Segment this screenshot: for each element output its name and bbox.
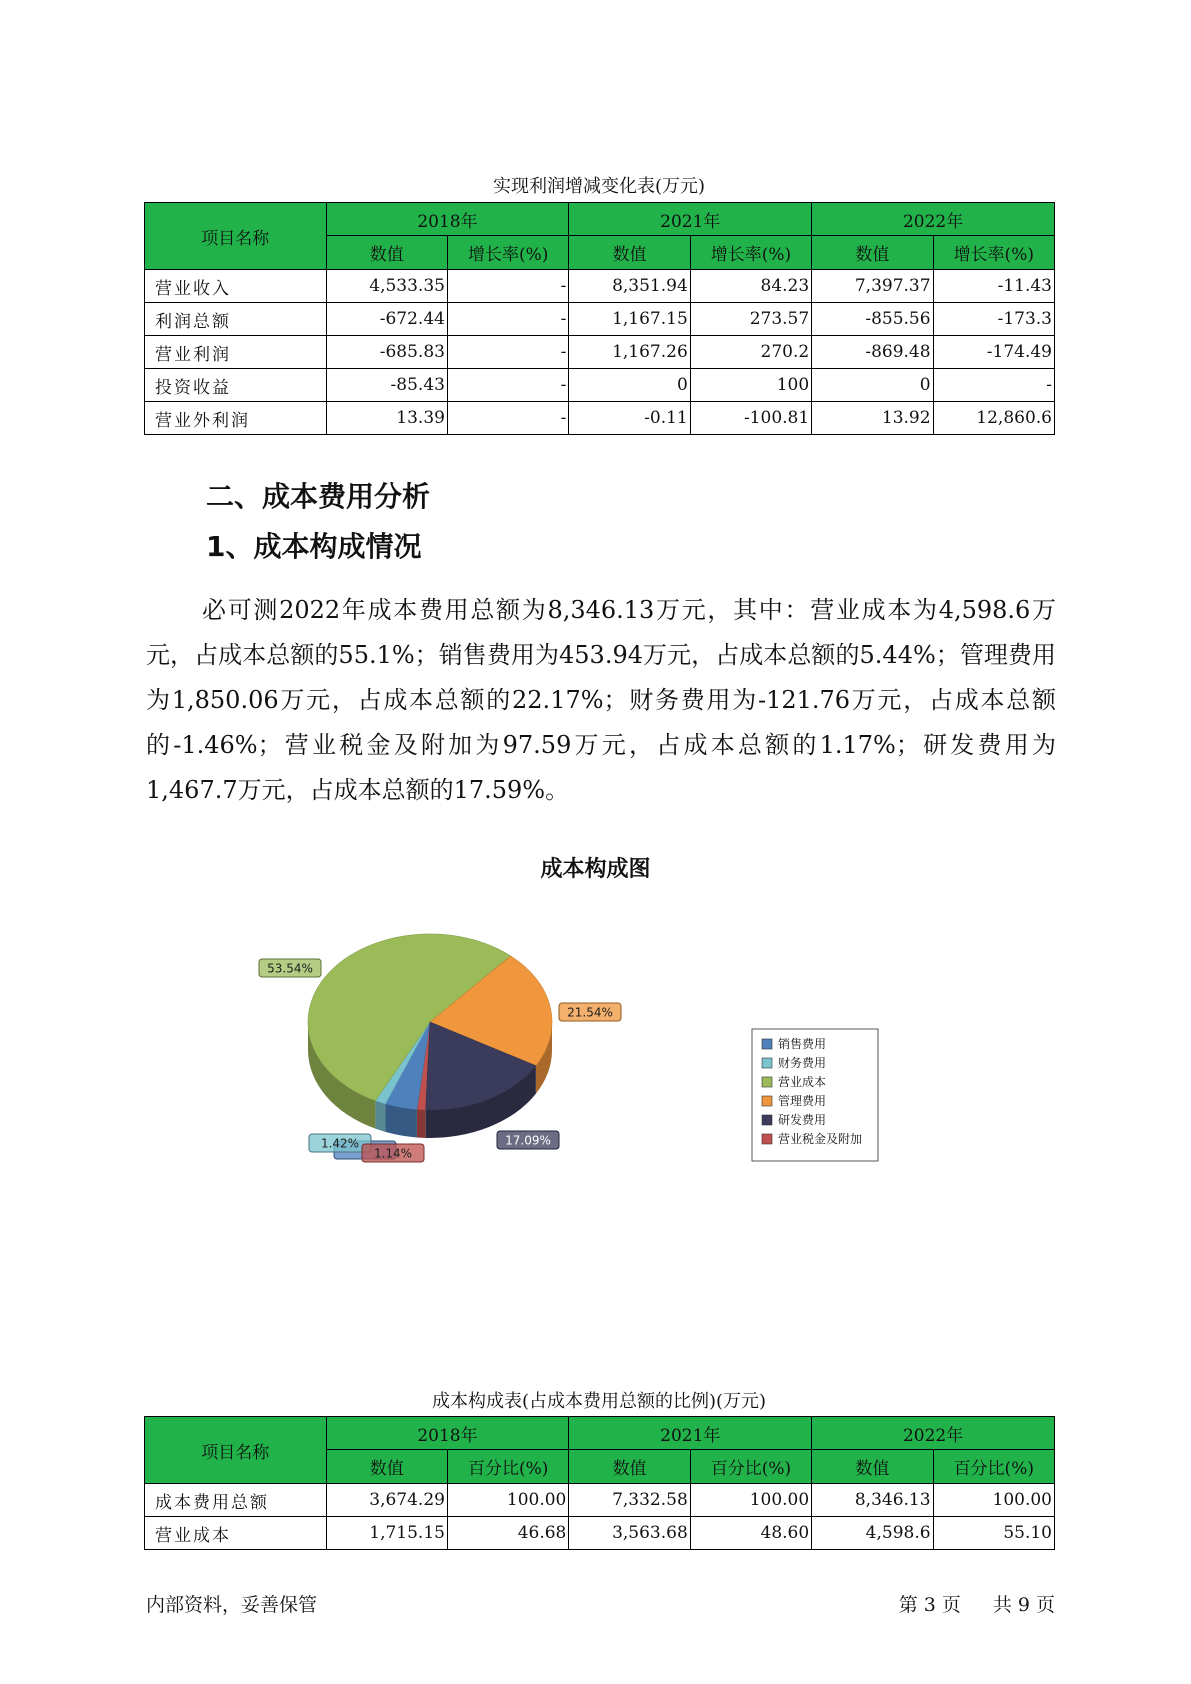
- footer-confidential: 内部资料，妥善保管: [146, 1594, 318, 1616]
- svg-text:21.54%: 21.54%: [567, 1005, 613, 1020]
- table-cell: 0: [812, 369, 933, 402]
- svg-text:53.54%: 53.54%: [267, 961, 313, 976]
- table-cell: 84.23: [690, 270, 811, 303]
- table-cell: -: [447, 336, 568, 369]
- table-cell: 8,346.13: [812, 1484, 933, 1517]
- table-cell: 7,397.37: [812, 270, 933, 303]
- table-cell: 46.68: [447, 1517, 568, 1550]
- svg-text:1.14%: 1.14%: [373, 1146, 413, 1161]
- svg-text:营业成本: 营业成本: [778, 1075, 827, 1089]
- header-pct: 百分比(%): [447, 1450, 568, 1484]
- table-row: [145, 1517, 1055, 1550]
- table-cell: -85.43: [326, 369, 447, 402]
- header-year-2021: 2021年: [569, 203, 812, 236]
- table-row: [145, 1484, 1055, 1517]
- table-cell: 3,674.29: [326, 1484, 447, 1517]
- table-cell: -672.44: [326, 303, 447, 336]
- svg-text:管理费用: 管理费用: [778, 1094, 827, 1108]
- table-cell: 8,351.94: [569, 270, 690, 303]
- header-value: 数值: [326, 236, 447, 270]
- table-cell: 13.39: [326, 402, 447, 435]
- pie-slice-side: [417, 1109, 426, 1137]
- row-label: 投资收益: [145, 369, 327, 402]
- row-label: 成本费用总额: [145, 1484, 327, 1517]
- svg-text:17.09%: 17.09%: [505, 1133, 551, 1148]
- table-cell: -869.48: [812, 336, 933, 369]
- table-cell: -685.83: [326, 336, 447, 369]
- footer-page-number: 第 3 页 共 9 页: [898, 1594, 1055, 1616]
- paragraph-text: 必可测2022年成本费用总额为8,346.13万元，其中：营业成本为4,598.6万元，占成本总额的55.1%；销售费用为453.94万元，占成本总额的5.44%；管理费用为1,850.06万元，占成本总额的22.17%；财务费用为-121.76万元，占成本总额的-1.46%；营业税金及附加为97.59万元，占成本总额的1.17%；研发费用为1,467.7万元，占成本总额的17.59%。: [146, 596, 1056, 804]
- table-cell: -100.81: [690, 402, 811, 435]
- table-cell: -0.11: [569, 402, 690, 435]
- table-cell: 4,598.6: [812, 1517, 933, 1550]
- header-value: 数值: [326, 1450, 447, 1484]
- profit-table-caption: 实现利润增减变化表(万元): [492, 176, 706, 197]
- table-cell: 1,715.15: [326, 1517, 447, 1550]
- svg-text:1.42%: 1.42%: [320, 1136, 360, 1151]
- table-cell: 100.00: [447, 1484, 568, 1517]
- cost-table-caption: 成本构成表(占成本费用总额的比例)(万元): [431, 1391, 767, 1412]
- table-cell: 3,563.68: [569, 1517, 690, 1550]
- header-year-2022: 2022年: [812, 203, 1055, 236]
- table-cell: -: [447, 303, 568, 336]
- table-cell: 4,533.35: [326, 270, 447, 303]
- svg-text:财务费用: 财务费用: [778, 1056, 827, 1070]
- header-item-name: 项目名称: [145, 203, 327, 270]
- table-cell: 12,860.6: [933, 402, 1054, 435]
- table-cell: 1,167.26: [569, 336, 690, 369]
- row-label: 营业外利润: [145, 402, 327, 435]
- header-value: 数值: [569, 236, 690, 270]
- pie-data-label: [259, 959, 321, 977]
- header-item-name: 项目名称: [145, 1417, 327, 1484]
- header-year-2021: 2021年: [569, 1417, 812, 1450]
- table-cell: 100.00: [690, 1484, 811, 1517]
- table-cell: -11.43: [933, 270, 1054, 303]
- table-cell: 7,332.58: [569, 1484, 690, 1517]
- table-cell: -: [447, 402, 568, 435]
- table-cell: 100.00: [933, 1484, 1054, 1517]
- header-year-2022: 2022年: [812, 1417, 1055, 1450]
- header-value: 数值: [812, 1450, 933, 1484]
- svg-text:营业税金及附加: 营业税金及附加: [778, 1132, 863, 1146]
- header-pct: 百分比(%): [933, 1450, 1054, 1484]
- header-pct: 百分比(%): [690, 1450, 811, 1484]
- table-cell: -173.3: [933, 303, 1054, 336]
- table-cell: -: [933, 369, 1054, 402]
- header-growth: 增长率(%): [690, 236, 811, 270]
- section-heading: 二、成本费用分析: [206, 480, 431, 513]
- cost-table: [144, 1416, 1055, 1550]
- pie-data-label: [362, 1144, 424, 1162]
- chart-title: 成本构成图: [540, 857, 651, 882]
- header-value: 数值: [569, 1450, 690, 1484]
- table-cell: 48.60: [690, 1517, 811, 1550]
- table-cell: 100: [690, 369, 811, 402]
- row-label: 利润总额: [145, 303, 327, 336]
- row-label: 营业成本: [145, 1517, 327, 1550]
- table-cell: -174.49: [933, 336, 1054, 369]
- table-cell: 55.10: [933, 1517, 1054, 1550]
- table-cell: -855.56: [812, 303, 933, 336]
- table-cell: 270.2: [690, 336, 811, 369]
- svg-text:销售费用: 销售费用: [778, 1037, 827, 1051]
- header-growth: 增长率(%): [447, 236, 568, 270]
- header-year-2018: 2018年: [326, 203, 569, 236]
- pie-data-label: [497, 1131, 559, 1149]
- header-value: 数值: [812, 236, 933, 270]
- row-label: 营业收入: [145, 270, 327, 303]
- table-cell: -: [447, 270, 568, 303]
- header-year-2018: 2018年: [326, 1417, 569, 1450]
- pie-slice-side: [375, 1101, 385, 1132]
- pie-data-label: [559, 1003, 621, 1021]
- svg-text:研发费用: 研发费用: [778, 1113, 827, 1127]
- row-label: 营业利润: [145, 336, 327, 369]
- table-cell: 1,167.15: [569, 303, 690, 336]
- table-cell: 0: [569, 369, 690, 402]
- chart-legend: [752, 1029, 878, 1161]
- table-cell: -: [447, 369, 568, 402]
- table-cell: 13.92: [812, 402, 933, 435]
- table-cell: 273.57: [690, 303, 811, 336]
- header-growth: 增长率(%): [933, 236, 1054, 270]
- sub-heading: 1、成本构成情况: [206, 530, 422, 563]
